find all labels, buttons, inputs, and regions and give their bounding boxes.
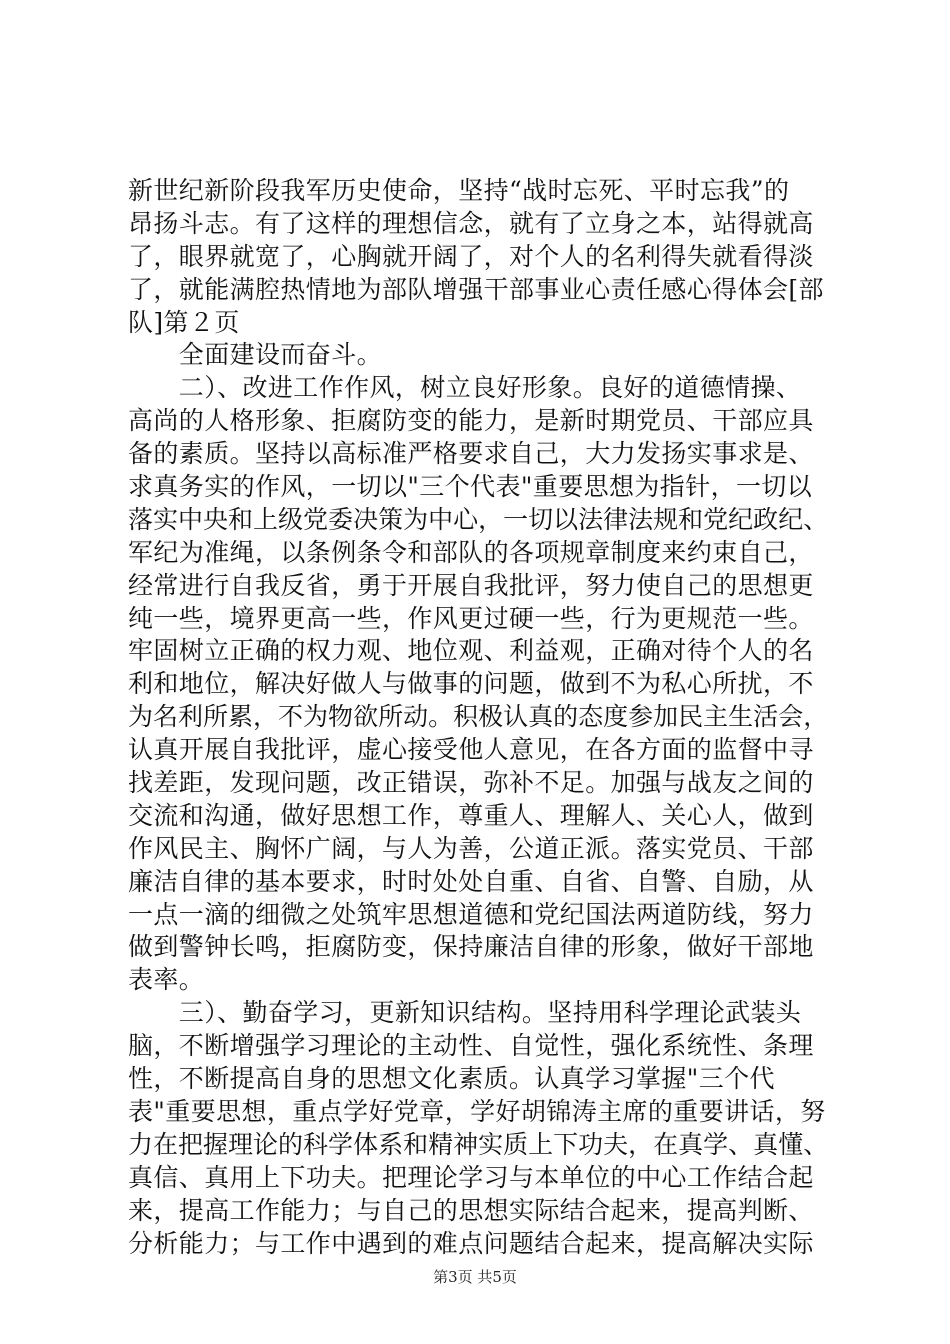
page-footer: 第3页 共5页	[433, 1268, 517, 1286]
text-line: 性，不断提高自身的思想文化素质。认真学习掌握"三个代	[128, 1064, 775, 1094]
text-line: 高尚的人格形象、拒腐防变的能力，是新时期党员、干部应具	[128, 406, 814, 436]
text-line: 牢固树立正确的权力观、地位观、利益观，正确对待个人的名	[128, 636, 814, 666]
text-line: 全面建设而奋斗。	[128, 340, 383, 370]
text-line: 做到警钟长鸣，拒腐防变，保持廉洁自律的形象，做好干部地	[128, 932, 814, 962]
text-line: 昂扬斗志。有了这样的理想信念，就有了立身之本，站得就高	[128, 208, 814, 238]
text-line: 作风民主、胸怀广阔，与人为善，公道正派。落实党员、干部	[128, 833, 814, 863]
text-line: 认真开展自我批评，虚心接受他人意见，在各方面的监督中寻	[128, 735, 814, 765]
text-line: 落实中央和上级党委决策为中心，一切以法律法规和党纪政纪、	[128, 504, 829, 534]
text-line: 廉洁自律的基本要求，时时处处自重、自省、自警、自励，从	[128, 866, 814, 896]
text-line: 脑，不断增强学习理论的主动性、自觉性，强化系统性、条理	[128, 1031, 814, 1061]
text-line: 备的素质。坚持以高标准严格要求自己，大力发扬实事求是、	[128, 439, 814, 469]
text-line: 军纪为准绳，以条例条令和部队的各项规章制度来约束自己，	[128, 537, 814, 567]
text-line: 为名利所累，不为物欲所动。积极认真的态度参加民主生活会，	[128, 702, 829, 732]
text-line: 三）、勤奋学习，更新知识结构。坚持用科学理论武装头	[128, 998, 802, 1028]
text-line: 一点一滴的细微之处筑牢思想道德和党纪国法两道防线，努力	[128, 899, 814, 929]
text-line: 二）、改进工作作风，树立良好形象。良好的道德情操、	[128, 373, 802, 403]
text-line: 求真务实的作风，一切以"三个代表"重要思想为指针，一切以	[128, 472, 813, 502]
text-line: 找差距，发现问题，改正错误，弥补不足。加强与战友之间的	[128, 768, 814, 798]
text-line: 队]第２页	[128, 307, 240, 337]
text-line: 利和地位，解决好做人与做事的问题，做到不为私心所扰，不	[128, 669, 814, 699]
text-line: 纯一些，境界更高一些，作风更过硬一些，行为更规范一些。	[128, 603, 814, 633]
text-line: 新世纪新阶段我军历史使命，坚持“战时忘死、平时忘我”的	[128, 176, 790, 205]
text-line: 了，就能满腔热情地为部队增强干部事业心责任感心得体会[部	[128, 274, 824, 304]
text-line: 了，眼界就宽了，心胸就开阔了，对个人的名利得失就看得淡	[128, 241, 814, 271]
text-line: 力在把握理论的科学体系和精神实质上下功夫，在真学、真懂、	[128, 1129, 829, 1159]
text-line: 交流和沟通，做好思想工作，尊重人、理解人、关心人，做到	[128, 800, 814, 830]
document-body	[128, 175, 828, 1260]
text-line: 真信、真用上下功夫。把理论学习与本单位的中心工作结合起	[128, 1162, 814, 1192]
text-line: 经常进行自我反省，勇于开展自我批评，努力使自己的思想更	[128, 570, 814, 600]
text-line: 分析能力；与工作中遇到的难点问题结合起来，提高解决实际	[128, 1228, 814, 1258]
text-line: 来，提高工作能力；与自己的思想实际结合起来，提高判断、	[128, 1195, 814, 1225]
text-line: 表"重要思想，重点学好党章，学好胡锦涛主席的重要讲话，努	[128, 1096, 826, 1126]
text-line: 表率。	[128, 965, 205, 995]
